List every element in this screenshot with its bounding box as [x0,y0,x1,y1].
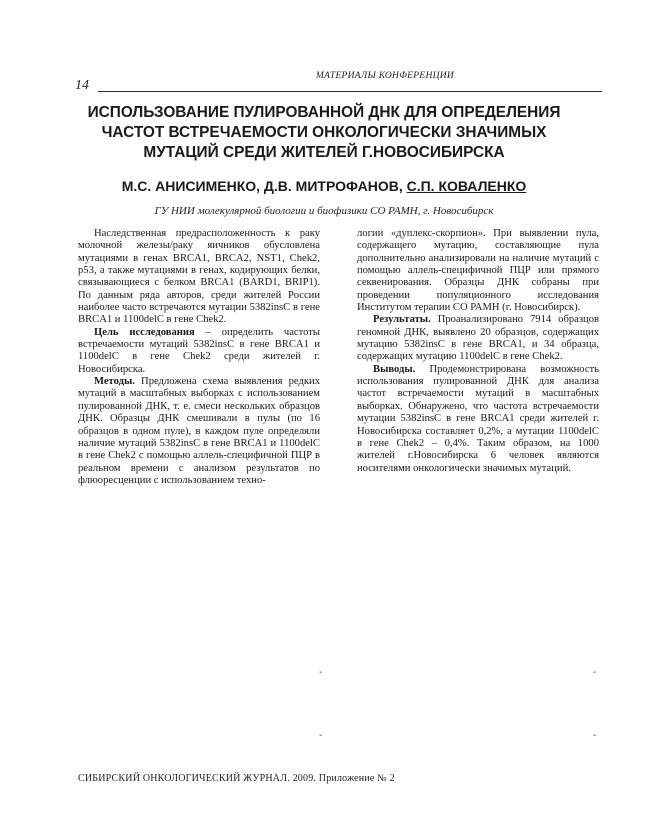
goal-heading: Цель исследования [94,326,195,338]
header-divider [98,91,602,92]
goal-text: – определить частоты встречаемости мутаций 5382insC в гене BRCA1 и 1100delC в гене Chek2 среди жителей г. Новосибирска. [78,326,321,375]
affiliation: ГУ НИИ молекулярной биологии и биофизики СО РАМН, г. Новосибирск [154,205,494,217]
authors-text: М.С. АНИСИМЕНКО, Д.В. МИТРОФАНОВ, [121,178,407,194]
corresponding-author: С.П. КОВАЛЕНКО [406,178,527,194]
page-mark: - [593,667,597,678]
page-mark: - [319,667,323,678]
page-number: 14 [75,78,89,93]
results-text: Проанализировано 7914 образцов геномной ДНК, выявлено 20 образцов, содержащих мутацию 5382insC в гене BRCA1, и 34 образца, содержащих мутацию 1100delC в гене Chek2. [357,314,599,363]
goal-paragraph [78,327,320,376]
page-mark: - [319,730,323,741]
methods-paragraph [78,376,320,487]
intro-paragraph: Наследственная предрасположенность к раку молочной железы/раку яичников обусловлена мутациями в генах BRCA1, BRCA2, NST1, Chek2, p53, а также мутациями в генах, кодирующих белки, связывающиеся с белком BRCA1 (BARD1, BRIP1). По данным ряда авторов, среди жителей России наиболее часто встречаются мутации 5382insC в гене BRCA1 и 1100delC в гене Chek2. [78,228,320,326]
running-header: МАТЕРИАЛЫ КОНФЕРЕНЦИИ [315,71,455,81]
conclusions-paragraph [357,364,599,475]
methods-continuation: логии «дуплекс-скорпион». При выявлении пула, содержащего мутацию, составляющие пула дополнительно анализировали на наличие мутаций с помощью аллель-специфичной ПЦР или прямого секвенирования. Образцы ДНК собраны при проведении популяционного исследования Институтом терапии СО РАМН (г. Новосибирск). [357,228,599,314]
body-column-right [357,228,599,475]
conclusions-text: Продемонстрирована возможность использования пулированной ДНК для анализа частот встречаемости мутаций в масштабных выборках. Обнаружено, что частота встречаемости мутации 5382insC в гене BRCA1 среди жителей г. Новосибирска составляет 0,2%, а мутации 1100delC в гене Chek2 – 0,4%. Таким образом, на 1000 жителей г.Новосибирска 6 человек являются носителями онкологически значимых мутаций. [357,363,599,474]
methods-heading: Методы. [94,376,135,388]
title-line: ИСПОЛЬЗОВАНИЕ ПУЛИРОВАННОЙ ДНК ДЛЯ ОПРЕДЕЛЕНИЯ [87,104,561,121]
conclusions-heading: Выводы. [373,363,416,375]
journal-footer: СИБИРСКИЙ ОНКОЛОГИЧЕСКИЙ ЖУРНАЛ. 2009. Приложение № 2 [78,773,395,784]
results-heading: Результаты. [373,314,431,326]
methods-text: Предложена схема выявления редких мутаций в масштабных выборках с использованием пулированной ДНК, т. е. смеси нескольких образцов ДНК. Образцы ДНК смешивали в пулы (по 16 образцов в одном пуле), в каждом пуле определяли наличие мутаций 5382insC в гене BRCA1 и 1100delC в гене Chek2 с помощью аллель-специфичной ПЦР в реальном времени с анализом результатов по флюоресценции с использованием техно- [78,376,320,486]
page-mark: - [593,730,597,741]
author-list [70,178,578,194]
body-column-left [78,228,320,487]
results-paragraph [357,314,599,363]
title-line: ЧАСТОТ ВСТРЕЧАЕМОСТИ ОНКОЛОГИЧЕСКИ ЗНАЧИМЫХ [101,124,547,141]
title-line: МУТАЦИЙ СРЕДИ ЖИТЕЛЕЙ Г.НОВОСИБИРСКА [143,144,505,161]
article-title [70,103,578,163]
